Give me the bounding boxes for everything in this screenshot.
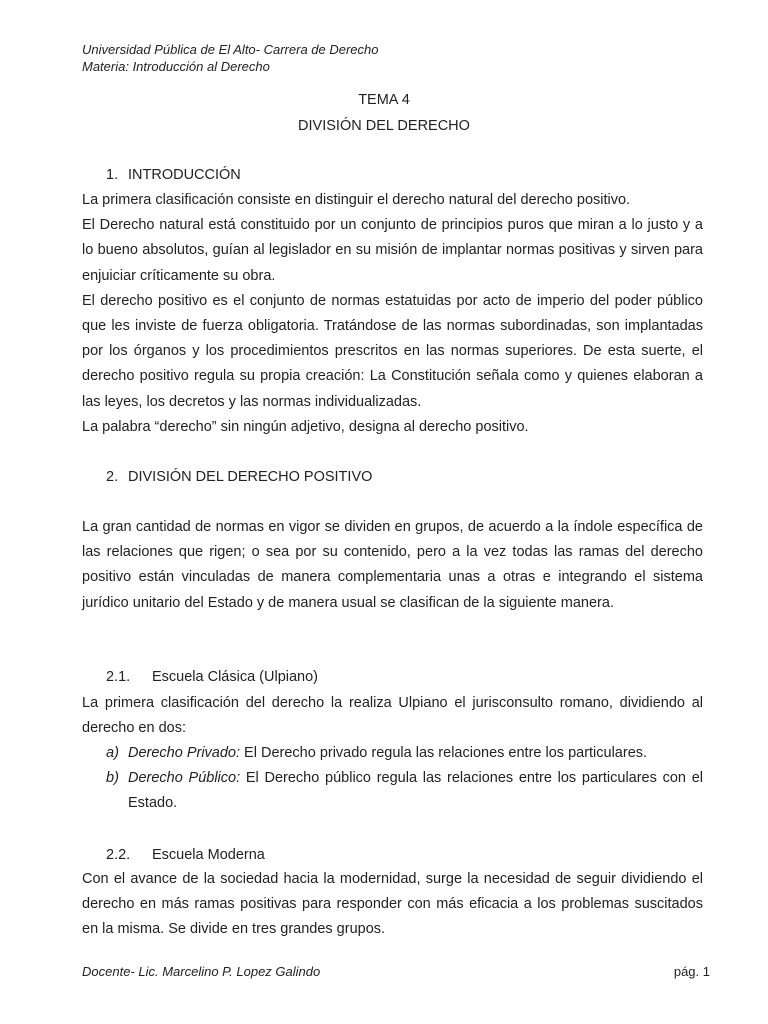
list-term: Derecho Privado: [128, 745, 241, 761]
list-text: El Derecho público regula las relaciones entre los particulares con el Estado. [128, 770, 704, 812]
section-2-2-body [82, 867, 703, 943]
list-marker: a) [106, 745, 119, 761]
section-2-body [82, 515, 703, 616]
section-2-number: 2. [106, 469, 119, 485]
list-item [106, 766, 703, 816]
section-1-paragraph: La primera clasificación consiste en distinguir el derecho natural del derecho positivo. [82, 192, 631, 208]
section-2-paragraph: La gran cantidad de normas en vigor se dividen en grupos, de acuerdo a la índole específica de las relaciones que rigen; o sea por su contenido, pero a la vez todas las ramas del derecho positivo están vinculadas de manera complementaria unas a otras e integrando el sistema jurídico unitario del Estado y de manera usual se clasifican de la siguiente manera. [82, 519, 703, 611]
section-2-title: DIVISIÓN DEL DERECHO POSITIVO [128, 469, 373, 485]
section-1-paragraph: La palabra “derecho” sin ningún adjetivo, designa al derecho positivo. [82, 418, 529, 435]
header-university: Universidad Pública de El Alto- Carrera de Derecho [82, 42, 379, 57]
list-text: El Derecho privado regula las relaciones entre los particulares. [240, 745, 648, 761]
section-2-heading [106, 469, 372, 485]
section-2-1-paragraph: La primera clasificación del derecho la realiza Ulpiano el jurisconsulto romano, dividiendo al derecho en dos: [82, 695, 703, 737]
section-1-number: 1. [106, 167, 119, 183]
list-item [106, 741, 703, 766]
page-number: pág. 1 [673, 964, 710, 979]
footer-author: Docente- Lic. Marcelino P. Lopez Galindo [82, 964, 321, 979]
page-header [82, 41, 379, 75]
header-subject: Materia: Introducción al Derecho [82, 59, 270, 74]
section-2-1-heading [106, 669, 318, 685]
section-1-heading [106, 167, 241, 183]
section-1-body [82, 188, 703, 440]
list-term: Derecho Público: [128, 770, 241, 787]
section-1-paragraph: El Derecho natural está constituido por un conjunto de principios puros que miran a lo justo y a lo bueno absolutos, guían al legislador en su misión de implantar normas positivas y sirven para enjuiciar críticamente su obra. [82, 217, 703, 284]
page-footer [82, 964, 710, 979]
section-2-2-paragraph: Con el avance de la sociedad hacia la modernidad, surge la necesidad de seguir dividiendo el derecho en más ramas positivas para responder con más eficacia a los problemas suscitados en la misma. Se divide en tres grandes grupos. [82, 871, 703, 938]
section-2-2-title: Escuela Moderna [152, 847, 265, 863]
section-1-title: INTRODUCCIÓN [128, 167, 241, 183]
classification-list [106, 741, 703, 817]
section-1-paragraph: El derecho positivo es el conjunto de normas estatuidas por acto de imperio del poder público que les inviste de fuerza obligatoria. Tratándose de las normas subordinadas, son implantadas por los órganos y los procedimientos prescritos en las normas superiores. De esta suerte, el derecho positivo regula su propia creación: La Constitución señala como y quienes elaboran a las leyes, los decretos y las normas individualizadas. [82, 292, 703, 410]
section-2-2-number: 2.2. [106, 847, 131, 863]
section-2-1-body [82, 691, 703, 741]
document-title: DIVISIÓN DEL DERECHO [298, 118, 470, 134]
section-2-1-number: 2.1. [106, 669, 131, 685]
tema-title: TEMA 4 [358, 92, 410, 108]
list-marker: b) [106, 770, 119, 787]
section-2-2-heading [106, 847, 265, 863]
section-2-1-title: Escuela Clásica (Ulpiano) [152, 669, 319, 685]
